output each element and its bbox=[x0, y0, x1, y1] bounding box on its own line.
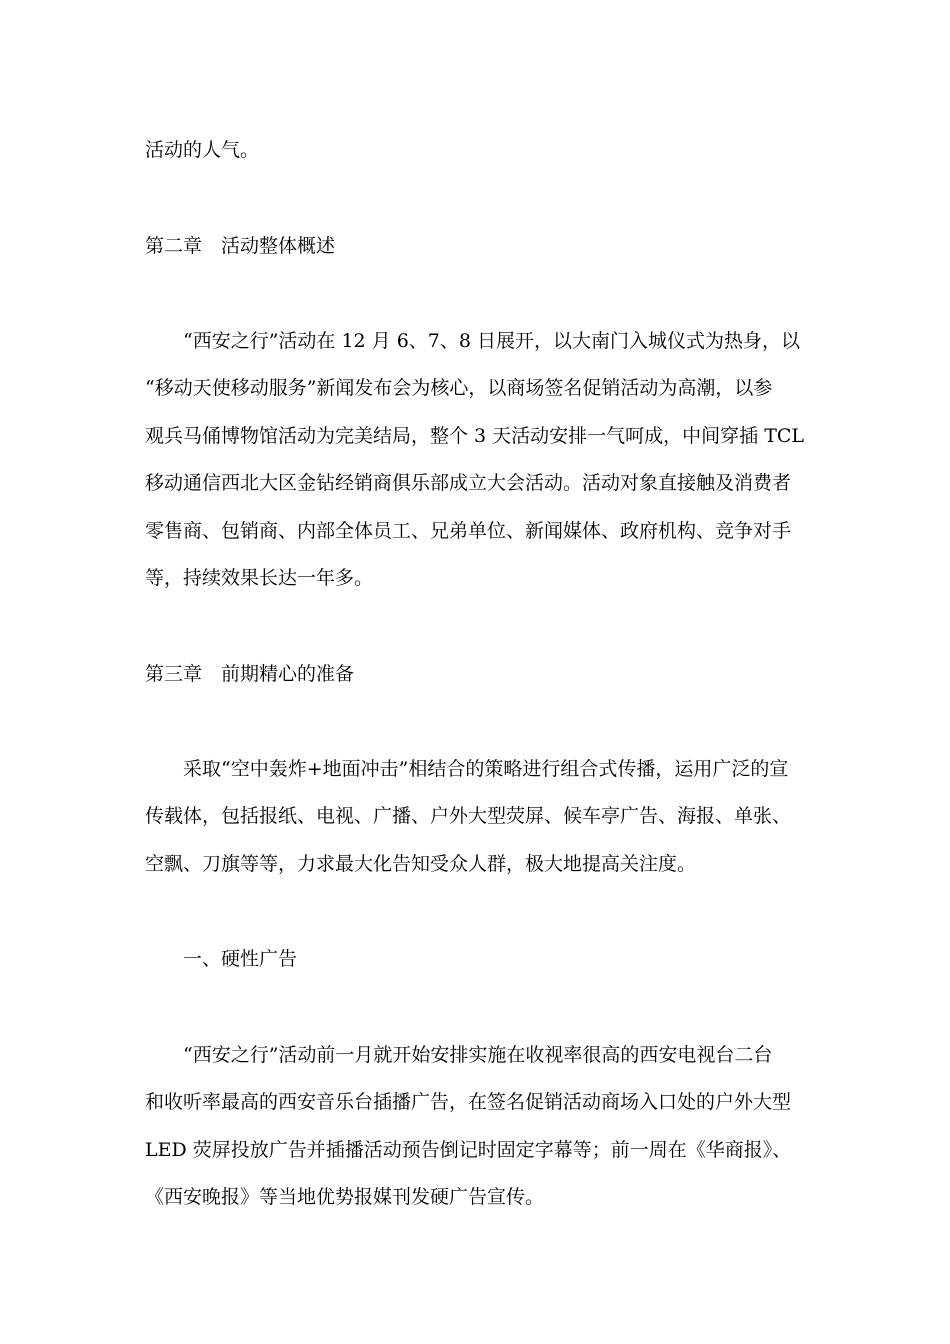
paragraph-line: 等，持续效果长达一年多。 bbox=[145, 567, 374, 589]
paragraph-line: 观兵马俑博物馆活动为完美结局，整个 3 天活动安排一气呵成，中间穿插 TCL bbox=[145, 425, 805, 447]
paragraph-line: 传载体，包括报纸、电视、广播、户外大型荧屏、候车亭广告、海报、单张、 bbox=[145, 805, 792, 827]
paragraph-line: 移动通信西北大区金钻经销商俱乐部成立大会活动。活动对象直接触及消费者 bbox=[145, 472, 792, 494]
section-heading: 一、硬性广告 bbox=[183, 948, 298, 970]
paragraph-line: 《西安晚报》等当地优势报媒刊发硬广告宣传。 bbox=[145, 1186, 545, 1208]
paragraph-line: 采取“空中轰炸+地面冲击”相结合的策略进行组合式传播，运用广泛的宣 bbox=[183, 758, 789, 780]
paragraph-tail: 活动的人气。 bbox=[145, 139, 260, 161]
paragraph-line: 空飘、刀旗等等，力求最大化告知受众人群，极大地提高关注度。 bbox=[145, 853, 697, 875]
chapter-heading: 第三章 前期精心的准备 bbox=[145, 663, 355, 685]
paragraph-line: “西安之行”活动在 12 月 6、7、8 日展开，以大南门入城仪式为热身，以 bbox=[183, 330, 801, 352]
paragraph-line: LED 荧屏投放广告并插播活动预告倒记时固定字幕等；前一周在《华商报》、 bbox=[145, 1139, 792, 1161]
paragraph-line: 零售商、包销商、内部全体员工、兄弟单位、新闻媒体、政府机构、竞争对手 bbox=[145, 520, 792, 542]
paragraph-line: 和收听率最高的西安音乐台插播广告，在签名促销活动商场入口处的户外大型 bbox=[145, 1091, 792, 1113]
paragraph-line: “移动天使移动服务”新闻发布会为核心，以商场签名促销活动为高潮，以参 bbox=[145, 377, 773, 399]
paragraph-line: “西安之行”活动前一月就开始安排实施在收视率很高的西安电视台二台 bbox=[183, 1044, 773, 1066]
chapter-heading: 第二章 活动整体概述 bbox=[145, 235, 336, 257]
